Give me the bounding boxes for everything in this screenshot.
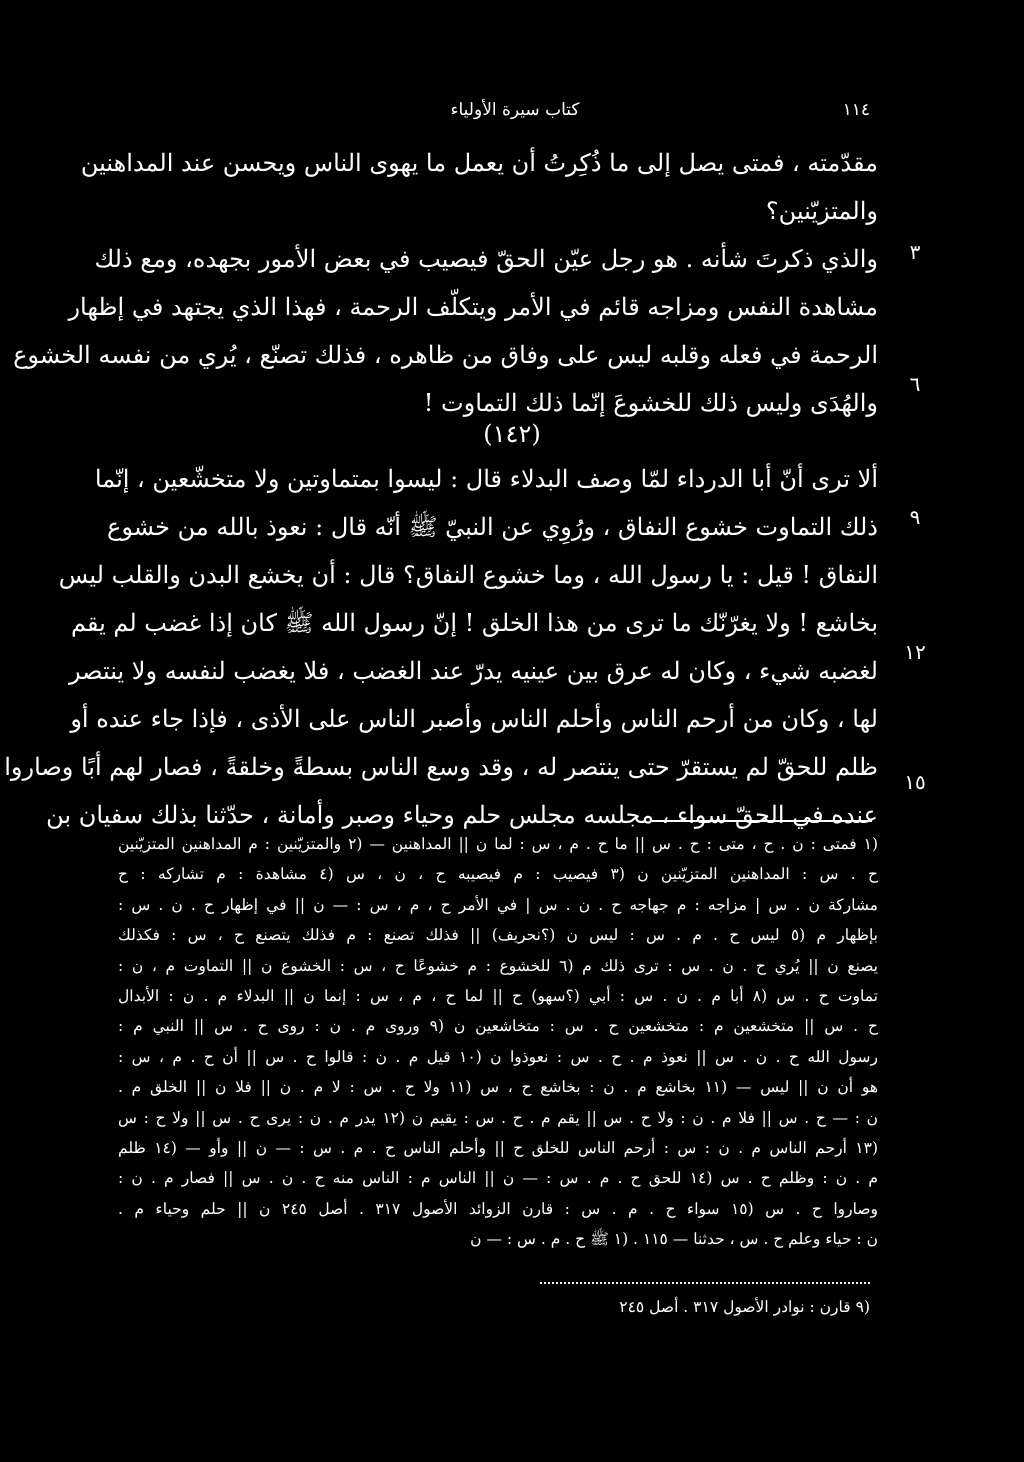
footnote-line: بإظهار م (٥ ليس ح . م . س : ليس ن (؟نحريف) || فذلك تصنع : م فذلك يتصنع ح ، س : فكذلك	[118, 926, 878, 945]
footnote-line: ح . س || متخشعين م : متخشعين ح . س : متخاشعين ن (٩ وروى م . ن : روى ح . س || النبي م :	[118, 1017, 878, 1036]
margin-line-number: ٦	[909, 372, 921, 396]
main-text-block-2	[4, 458, 878, 842]
section-number: (١٤٢)	[483, 420, 541, 448]
footnote-line: ن : — ح . س || فلا م . ن : ولا ح . س || يقم م . ح . س : يقيم ن (١٢ يدر م . ن : يرى ح . س || ولا ح : س	[118, 1108, 879, 1127]
footnote-line: يصنع ن || يُري ح . ن . س : ترى ذلك م (٦ للخشوع : م خشوعًا ح ، س : الخشوع ن || التماوت م ، ن :	[118, 956, 878, 975]
text-line: والذي ذكرتَ شأنه . هو رجل عيّن الحقّ فيصيب في بعض الأمور بجهده، ومع ذلك	[94, 245, 878, 273]
footnote-line: تماوت ح . س (٨ أبا م . ن . س : أبي (؟سهو) ح || لما ح ، م ، س : إنما ن || البدلاء م . ن : الأبدال	[118, 986, 878, 1005]
text-line: والهُدَى وليس ذلك للخشوعَ إنّما ذلك التماوت !	[423, 389, 878, 417]
footnote-line: هو أن ن || ليس — (١١ بخاشع م . ن : بخاشع ح ، س (١١ ولا ح . س : لا م . ن || فلا ن || الخلق م .	[118, 1078, 878, 1097]
text-line: بخاشع ! ولا يغرّنّك ما ترى من هذا الخلق ! إنّ رسول الله ﷺ كان إذا غضب لم يقم	[70, 609, 878, 637]
text-line: والمتزيّنين؟	[765, 197, 878, 225]
text-line: ظلم للحقّ لم يستقرّ حتى ينتصر له ، وقد وسع الناس بسطةً وخلقةً ، فصار لهم أبًا وصاروا	[4, 753, 878, 781]
text-line: ألا ترى أنّ أبا الدرداء لمّا وصف البدلاء قال : ليسوا بمتماوتين ولا متخشّعين ، إنّما	[94, 465, 878, 493]
running-title: كتاب سيرة الأولياء	[450, 100, 580, 120]
margin-line-number: ١٢	[904, 640, 926, 664]
text-line: الرحمة في فعله وقلبه ليس على وفاق من ظاهره ، فذلك تصنّع ، يُري من نفسه الخشوع	[13, 341, 878, 369]
footnote-line: وصاروا ح . س (١٥ سواء ح . م . س : قارن الزوائد الأصول ٣١٧ . أصل ٢٤٥ ن || حلم وحياء م .	[118, 1199, 878, 1218]
footnote-line: م . ن : وظلم ح . س (١٤ للحق ح . م . س : — ن || الناس م : الناس منه ح . ن . س || فصار م . ن :	[118, 1169, 879, 1188]
footnote-line: (١ فمتى : ن . ح ، متى : ح . س || ما ح . م ، س : لما ن || المداهنين — (٢ والمتزيّنين : م المداهنين المتزيّنين	[118, 835, 879, 853]
source-divider	[540, 1282, 870, 1284]
margin-line-number: ٣	[909, 240, 921, 264]
text-line: لغضبه شيء ، وكان له عرق بين عينيه يدرّ عند الغضب ، فلا يغضب لنفسه ولا ينتصر	[68, 657, 878, 685]
footnotes	[118, 830, 878, 1255]
text-line: مقدّمته ، فمتى يصل إلى ما ذُكِرتُ أن يعمل ما يهوى الناس ويحسن عند المداهنين	[80, 149, 878, 177]
text-line: لها ، وكان من أرحم الناس وأحلم الناس وأصبر الناس على الأذى ، فإذا جاء عنده أو	[70, 705, 878, 733]
text-line: مشاهدة النفس ومزاجه قائم في الأمر ويتكلّف الرحمة ، فهذا الذي يجتهد في إظهار	[68, 293, 878, 321]
footnote-line: مشاركة ن . س | مزاجه : م جهاجه ح . ن . س | في الأمر ح ، م ، س : — ن || في إظهار ح . ن . س :	[118, 895, 878, 914]
footnote-line: (١٣ أرحم الناس م . ن : س : أرحم الناس للخلق ح || وأحلم الناس ح . م . س : — ن || وأو — (١٤ ظلم	[118, 1138, 878, 1157]
footnote-line: ح . س : المداهنين المتزيّنين ن (٣ فيصيب : م فيصيبه ح ، ن ، س (٤ مشاهدة : م تشاركه : ح	[118, 865, 878, 884]
main-text-block-1	[13, 142, 878, 430]
text-line: ذلك التماوت خشوع النفاق ، ورُوِي عن النبيّ ﷺ أنّه قال : نعوذ بالله من خشوع	[107, 513, 878, 541]
page-number: ١١٤	[842, 100, 870, 120]
page-header	[150, 100, 880, 130]
footnote-line: ن : حياء وعلم ح . س ، حدثنا — ١١٥ . (١ ﷺ ح . م . س : — ن	[470, 1230, 878, 1249]
text-line: النفاق ! قيل : يا رسول الله ، وما خشوع النفاق؟ قال : أن يخشع البدن والقلب ليس	[58, 561, 878, 589]
footnote-divider	[652, 820, 872, 822]
margin-line-number: ٩	[909, 505, 921, 529]
text-line: عنده في الحقّ سواء ، مجلسه مجلس حلم وحياء وصبر وأمانة ، حدّثنا بذلك سفيان بن	[46, 801, 878, 829]
margin-line-number: ١٥	[904, 770, 926, 794]
footnote-line: رسول الله ح . ن . س || نعوذ م . ح . س : نعوذوا ن (١٠ قيل م . ن : قالوا ح . س || أن ح . م ، س :	[118, 1047, 878, 1066]
source-note: (٩ قارن : نوادر الأصول ٣١٧ . أصل ٢٤٥	[619, 1298, 870, 1316]
